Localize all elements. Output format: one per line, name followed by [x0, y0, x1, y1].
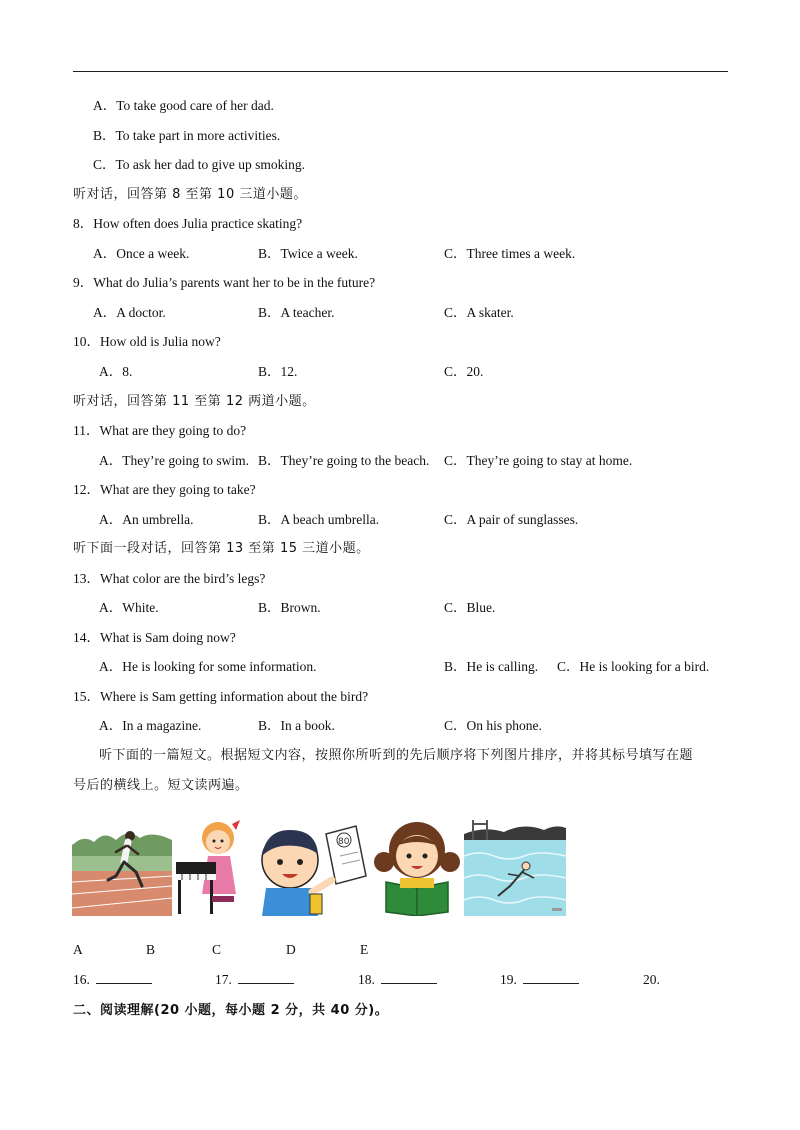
q12-option-c: C．A pair of sunglasses. — [444, 512, 579, 527]
passage-instruction-line-2: 号后的横线上。短文读两遍。 — [73, 778, 249, 793]
passage-instruction-line-1: 听下面的一篇短文。根据短文内容，按照你所听到的先后顺序将下列图片排序，并将其标号填写在题 — [99, 748, 694, 763]
answer-slot-20-label: 20. — [643, 972, 660, 987]
q14-question: 14．What is Sam doing now? — [73, 630, 236, 645]
answer-slot-17-label: 17. — [215, 972, 232, 987]
q9-option-a: A．A doctor. — [93, 305, 166, 320]
q15-question: 15．Where is Sam getting information about the bird? — [73, 689, 369, 704]
section-instruction-11-12: 听对话，回答第 11 至第 12 两道小题。 — [73, 394, 316, 409]
q12-question: 12．What are they going to take? — [73, 482, 256, 497]
answer-blank-17[interactable] — [238, 971, 294, 984]
q9-option-c: C．A skater. — [444, 305, 514, 320]
picture-e-swimmer — [464, 816, 566, 916]
picture-label-c: C — [212, 942, 222, 957]
q9-question: 9．What do Julia’s parents want her to be in the future? — [73, 275, 376, 290]
q11-option-b: B．They’re going to the beach. — [258, 453, 430, 468]
test-score-text: 80 — [338, 837, 350, 847]
boy-test-paper-illustration — [252, 816, 370, 916]
answer-slot-17 — [215, 971, 294, 989]
q14-option-a: A．He is looking for some information. — [99, 659, 317, 674]
q12-option-a: A．An umbrella. — [99, 512, 194, 527]
q8-option-a: A．Once a week. — [93, 246, 190, 261]
q10-option-a: A．8. — [99, 364, 133, 379]
answer-blank-19[interactable] — [523, 971, 579, 984]
picture-label-a: A — [73, 942, 83, 957]
q13-option-b: B．Brown. — [258, 600, 321, 615]
answer-slot-19-label: 19. — [500, 972, 517, 987]
picture-b-piano-girl — [172, 816, 250, 916]
q15-option-a: A．In a magazine. — [99, 718, 202, 733]
girl-reading-illustration — [372, 816, 462, 916]
q8-option-c: C．Three times a week. — [444, 246, 576, 261]
swimmer-illustration — [464, 816, 566, 916]
q11-option-c: C．They’re going to stay at home. — [444, 453, 633, 468]
q15-option-b: B．In a book. — [258, 718, 335, 733]
picture-label-b: B — [146, 942, 156, 957]
picture-label-e: E — [360, 942, 369, 957]
q10-question: 10．How old is Julia now? — [73, 334, 221, 349]
answer-slot-19 — [500, 971, 579, 989]
picture-d-girl-reading — [372, 816, 462, 916]
picture-c-boy-test — [252, 816, 370, 916]
answer-slot-18-label: 18. — [358, 972, 375, 987]
q7-option-a: A．To take good care of her dad. — [93, 98, 274, 113]
q11-option-a: A．They’re going to swim. — [99, 453, 249, 468]
q8-option-b: B．Twice a week. — [258, 246, 358, 261]
answer-slot-18 — [358, 971, 437, 989]
section-instruction-13-15: 听下面一段对话，回答第 13 至第 15 三道小题。 — [73, 541, 370, 556]
answer-slot-16 — [73, 971, 152, 989]
q10-option-c: C．20. — [444, 364, 484, 379]
piano-girl-illustration — [172, 816, 250, 916]
q8-question: 8．How often does Julia practice skating? — [73, 216, 303, 231]
q12-option-b: B．A beach umbrella. — [258, 512, 380, 527]
answer-blank-16[interactable] — [96, 971, 152, 984]
q14-option-c: C．He is looking for a bird. — [557, 659, 710, 674]
section-instruction-8-10: 听对话，回答第 8 至第 10 三道小题。 — [73, 187, 307, 202]
picture-label-d: D — [286, 942, 296, 957]
q15-option-c: C．On his phone. — [444, 718, 542, 733]
picture-a-runner — [72, 816, 172, 916]
q13-option-c: C．Blue. — [444, 600, 496, 615]
q10-option-b: B．12. — [258, 364, 298, 379]
q13-option-a: A．White. — [99, 600, 159, 615]
q7-option-c: C．To ask her dad to give up smoking. — [93, 157, 306, 172]
answer-blank-18[interactable] — [381, 971, 437, 984]
q14-option-b: B．He is calling. — [444, 659, 539, 674]
header-rule — [73, 71, 728, 72]
q13-question: 13．What color are the bird’s legs? — [73, 571, 266, 586]
q9-option-b: B．A teacher. — [258, 305, 335, 320]
answer-slot-16-label: 16. — [73, 972, 90, 987]
runner-illustration — [72, 816, 172, 916]
section-2-title: 二、阅读理解(20 小题，每小题 2 分，共 40 分)。 — [73, 1003, 389, 1018]
answer-slot-20 — [643, 971, 660, 989]
q11-question: 11．What are they going to do? — [73, 423, 247, 438]
q7-option-b: B．To take part in more activities. — [93, 128, 281, 143]
